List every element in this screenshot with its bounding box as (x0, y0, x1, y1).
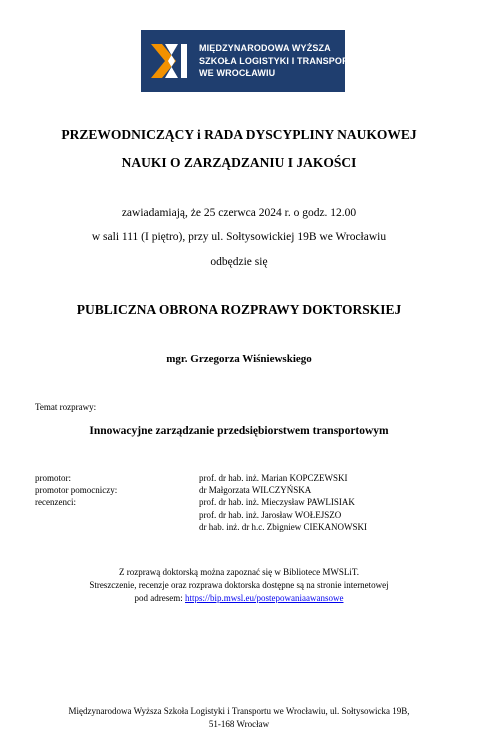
footer-line: Międzynarodowa Wyższa Szkoła Logistyki i Transportu we Wrocławiu, ul. Sołtysowicka 19B, (68, 706, 410, 716)
topic-label: Temat rozprawy: (35, 402, 97, 412)
role-label: recenzenci: (35, 497, 76, 508)
white-bar (181, 44, 187, 78)
person-name: prof. dr hab. inż. Marian KOPCZEWSKI (199, 473, 348, 483)
announcement-location: w sali 111 (I piętro), przy ul. Sołtysowickiej 19B we Wrocławiu (91, 231, 387, 243)
person-name: prof. dr hab. inż. Mieczysław PAWLISIAK (199, 497, 355, 508)
role-label: promotor: (35, 473, 71, 483)
logo-line: MIĘDZYNARODOWA WYŻSZA (199, 43, 331, 54)
person-name: dr hab. inż. dr h.c. Zbigniew CIEKANOWSKI (199, 521, 367, 532)
role-label: promotor pomocniczy: (35, 485, 118, 496)
logo-line: SZKOŁA LOGISTYKI I TRANSPORTU (199, 55, 362, 66)
bip-link[interactable]: https://bip.mwsl.eu/postepowaniaawansowe (185, 593, 344, 603)
logo-line: WE WROCŁAWIU (199, 68, 276, 79)
notice-prefix: pod adresem: (134, 593, 185, 603)
role-label (35, 521, 199, 533)
notice-line (0, 592, 478, 605)
committee-row (35, 484, 367, 496)
committee-list (35, 472, 367, 533)
chevron-logo-icon (141, 30, 191, 92)
notice-line: Streszczenie, recenzje oraz rozprawa doktorska dostępne są na stronie internetowej (89, 580, 389, 590)
footer-line: 51-168 Wrocław (208, 719, 270, 729)
university-logo (141, 30, 362, 92)
announcement-will-take-place: odbędzie się (210, 256, 268, 268)
announcement-date: zawiadamiają, że 25 czerwca 2024 r. o godz. 12.00 (121, 207, 357, 219)
committee-row (35, 496, 367, 508)
committee-row (35, 509, 367, 521)
role-label (35, 509, 199, 521)
event-title: PUBLICZNA OBRONA ROZPRAWY DOKTORSKIEJ (76, 302, 402, 317)
person-name: dr Małgorzata WILCZYŃSKA (199, 485, 312, 496)
dissertation-title: Innowacyjne zarządzanie przedsiębiorstwem transportowym (89, 425, 389, 437)
candidate-name: mgr. Grzegorza Wiśniewskiego (166, 353, 312, 365)
availability-notice (0, 566, 478, 605)
notice-line: Z rozprawą doktorską można zapoznać się w Bibliotece MWSLiT. (119, 567, 359, 577)
committee-row (35, 521, 367, 533)
person-name: prof. dr hab. inż. Jarosław WOŁEJSZO (199, 509, 342, 520)
logo-wordmark (199, 42, 361, 80)
heading-line-1: PRZEWODNICZĄCY i RADA DYSCYPLINY NAUKOWEJ (61, 127, 417, 142)
committee-row (35, 472, 367, 484)
heading-line-2: NAUKI O ZARZĄDZANIU I JAKOŚCI (121, 155, 357, 170)
footer-address (0, 705, 478, 731)
